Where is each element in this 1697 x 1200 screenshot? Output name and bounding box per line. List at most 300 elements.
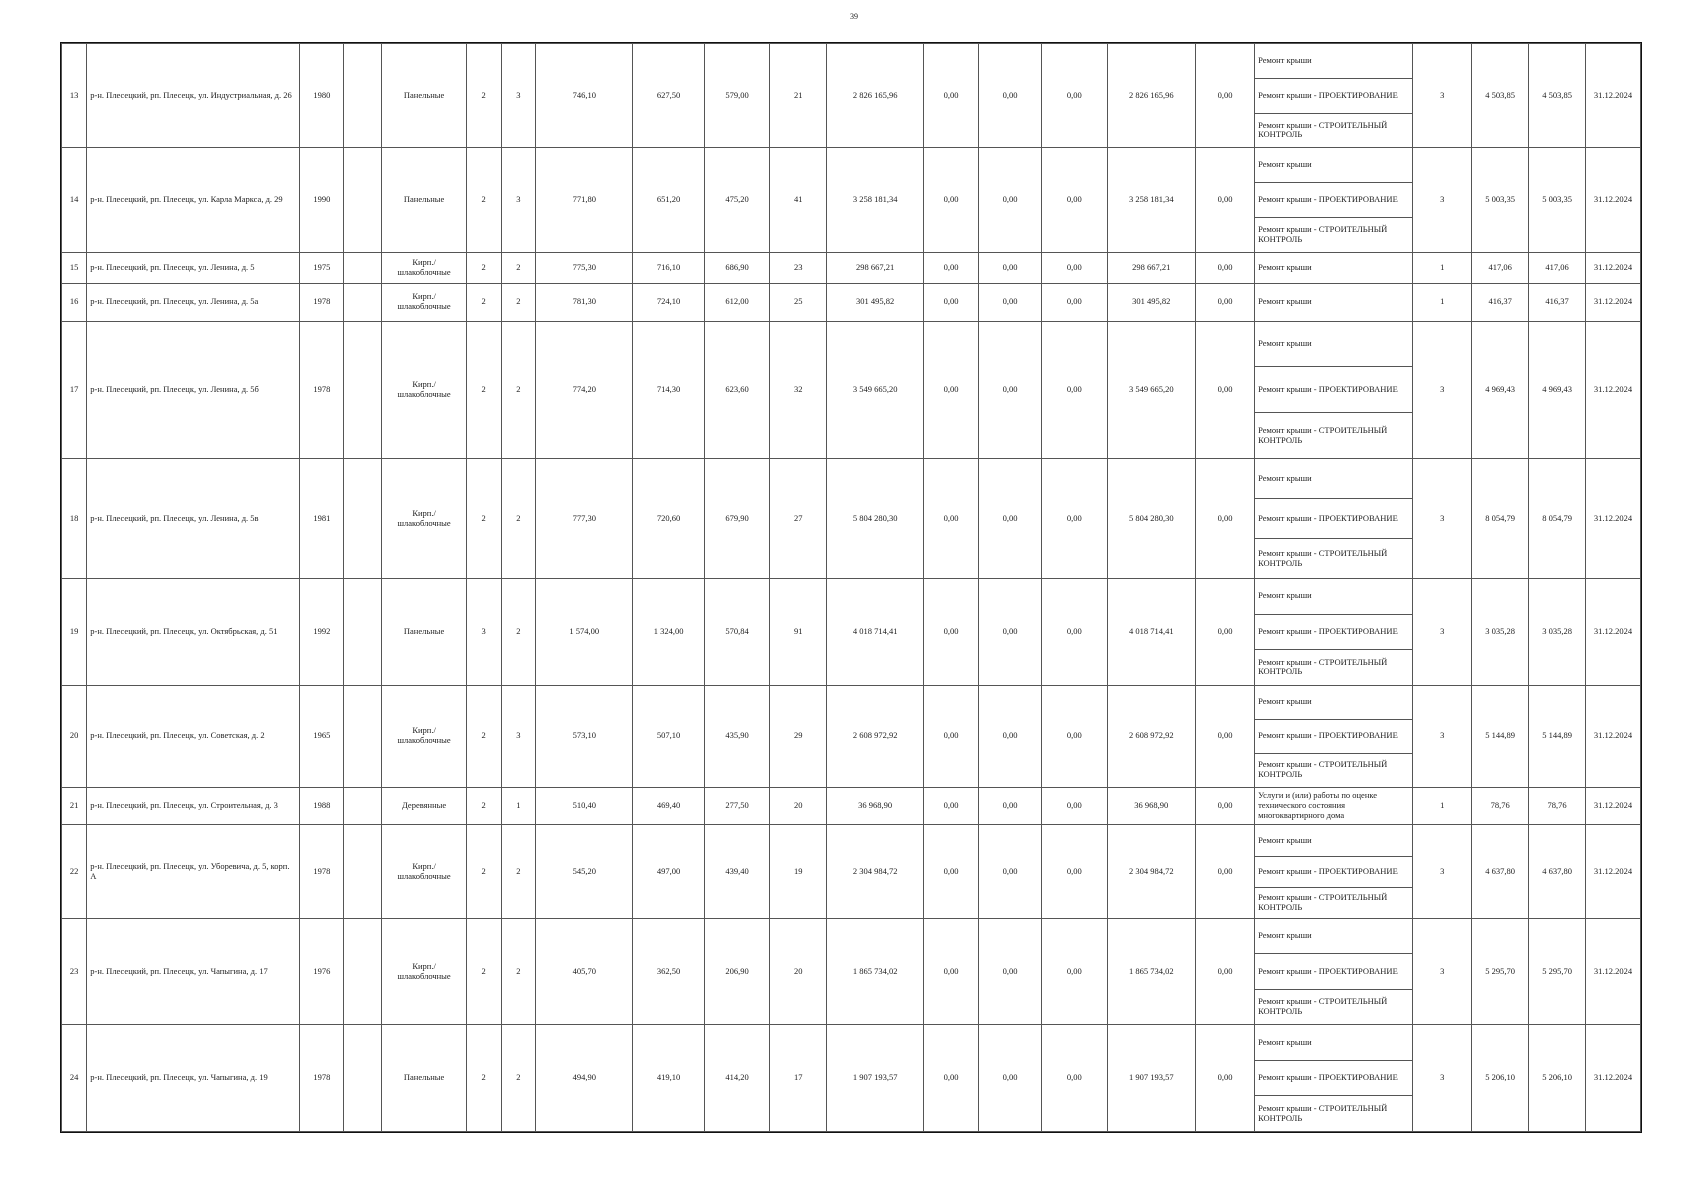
work-item: Ремонт крыши - ПРОЕКТИРОВАНИЕ	[1255, 79, 1412, 114]
total-cost-cell: 2 304 984,72	[827, 825, 924, 918]
table-row	[62, 321, 1641, 459]
premises-area-cell: 419,10	[633, 1025, 705, 1132]
wall-material-cell: Деревянные	[382, 787, 466, 825]
residential-area-cell: 623,60	[704, 321, 769, 459]
premises-area-cell: 507,10	[633, 685, 705, 787]
address-cell: р-н. Плесецкий, рп. Плесецк, ул. Ленина, д. 5	[87, 252, 300, 283]
residents-cell: 41	[770, 148, 827, 252]
floors-cell: 2	[466, 459, 501, 579]
address-cell: р-н. Плесецкий, рп. Плесецк, ул. Чапыгина, д. 19	[87, 1025, 300, 1132]
fund-cost-5-cell: 0,00	[1196, 1025, 1255, 1132]
last-repair-year-cell	[344, 825, 382, 918]
residential-area-cell: 277,50	[704, 787, 769, 825]
works-count-cell: 3	[1413, 685, 1472, 787]
total-cost-cell: 3 549 665,20	[827, 321, 924, 459]
entrances-cell: 2	[501, 1025, 536, 1132]
wall-material-cell: Кирп./ шлакоблочные	[382, 459, 466, 579]
table-row	[62, 148, 1641, 252]
last-repair-year-cell	[344, 44, 382, 148]
page-number: 39	[850, 12, 858, 21]
max-unit-cost-cell: 5 144,89	[1529, 685, 1586, 787]
floors-cell: 2	[466, 685, 501, 787]
fund-cost-4-cell: 2 826 165,96	[1107, 44, 1196, 148]
row-number: 23	[62, 918, 87, 1025]
work-item: Ремонт крыши	[1255, 686, 1412, 720]
max-unit-cost-cell: 3 035,28	[1529, 579, 1586, 686]
residential-area-cell: 414,20	[704, 1025, 769, 1132]
works-count-cell: 1	[1413, 252, 1472, 283]
row-number: 20	[62, 685, 87, 787]
fund-cost-4-cell: 2 304 984,72	[1107, 825, 1196, 918]
fund-cost-4-cell: 2 608 972,92	[1107, 685, 1196, 787]
entrances-cell: 3	[501, 44, 536, 148]
year-built-cell: 1975	[300, 252, 344, 283]
fund-cost-2-cell: 0,00	[978, 918, 1041, 1025]
deadline-cell: 31.12.2024	[1586, 825, 1641, 918]
row-number: 24	[62, 1025, 87, 1132]
work-item: Ремонт крыши	[1255, 1025, 1412, 1061]
fund-cost-1-cell: 0,00	[924, 579, 979, 686]
work-item: Ремонт крыши - ПРОЕКТИРОВАНИЕ	[1255, 367, 1412, 413]
deadline-cell: 31.12.2024	[1586, 44, 1641, 148]
total-cost-cell: 2 826 165,96	[827, 44, 924, 148]
fund-cost-3-cell: 0,00	[1042, 685, 1107, 787]
fund-cost-4-cell: 36 968,90	[1107, 787, 1196, 825]
fund-cost-3-cell: 0,00	[1042, 1025, 1107, 1132]
deadline-cell: 31.12.2024	[1586, 321, 1641, 459]
total-area-cell: 771,80	[536, 148, 633, 252]
year-built-cell: 1978	[300, 321, 344, 459]
fund-cost-2-cell: 0,00	[978, 148, 1041, 252]
premises-area-cell: 720,60	[633, 459, 705, 579]
residential-area-cell: 206,90	[704, 918, 769, 1025]
address-cell: р-н. Плесецкий, рп. Плесецк, ул. Советская, д. 2	[87, 685, 300, 787]
premises-area-cell: 627,50	[633, 44, 705, 148]
premises-area-cell: 362,50	[633, 918, 705, 1025]
residents-cell: 23	[770, 252, 827, 283]
fund-cost-4-cell: 301 495,82	[1107, 283, 1196, 321]
last-repair-year-cell	[344, 321, 382, 459]
last-repair-year-cell	[344, 283, 382, 321]
fund-cost-2-cell: 0,00	[978, 685, 1041, 787]
works-count-cell: 1	[1413, 283, 1472, 321]
fund-cost-5-cell: 0,00	[1196, 459, 1255, 579]
row-number: 16	[62, 283, 87, 321]
residents-cell: 19	[770, 825, 827, 918]
fund-cost-4-cell: 3 258 181,34	[1107, 148, 1196, 252]
works-count-cell: 3	[1413, 44, 1472, 148]
last-repair-year-cell	[344, 685, 382, 787]
unit-cost-cell: 417,06	[1472, 252, 1529, 283]
year-built-cell: 1976	[300, 918, 344, 1025]
year-built-cell: 1978	[300, 1025, 344, 1132]
residential-area-cell: 612,00	[704, 283, 769, 321]
total-cost-cell: 2 608 972,92	[827, 685, 924, 787]
fund-cost-3-cell: 0,00	[1042, 44, 1107, 148]
fund-cost-4-cell: 4 018 714,41	[1107, 579, 1196, 686]
fund-cost-4-cell: 298 667,21	[1107, 252, 1196, 283]
residential-area-cell: 475,20	[704, 148, 769, 252]
max-unit-cost-cell: 5 003,35	[1529, 148, 1586, 252]
work-item: Ремонт крыши - СТРОИТЕЛЬНЫЙ КОНТРОЛЬ	[1258, 119, 1388, 140]
residents-cell: 17	[770, 1025, 827, 1132]
last-repair-year-cell	[344, 459, 382, 579]
residential-area-cell: 686,90	[704, 252, 769, 283]
year-built-cell: 1990	[300, 148, 344, 252]
residents-cell: 91	[770, 579, 827, 686]
repair-program-table	[60, 42, 1642, 1133]
fund-cost-5-cell: 0,00	[1196, 579, 1255, 686]
fund-cost-2-cell: 0,00	[978, 459, 1041, 579]
residents-cell: 21	[770, 44, 827, 148]
fund-cost-2-cell: 0,00	[978, 579, 1041, 686]
fund-cost-2-cell: 0,00	[978, 825, 1041, 918]
work-item: Ремонт крыши	[1255, 44, 1412, 79]
works-cell	[1255, 44, 1413, 148]
residents-cell: 20	[770, 787, 827, 825]
works-count-cell: 3	[1413, 459, 1472, 579]
works-cell	[1255, 283, 1413, 321]
max-unit-cost-cell: 78,76	[1529, 787, 1586, 825]
row-number: 15	[62, 252, 87, 283]
row-number: 21	[62, 787, 87, 825]
wall-material-cell: Кирп./ шлакоблочные	[382, 918, 466, 1025]
floors-cell: 2	[466, 918, 501, 1025]
deadline-cell: 31.12.2024	[1586, 918, 1641, 1025]
entrances-cell: 2	[501, 459, 536, 579]
work-item: Услуги и (или) работы по оценке технического состояния многоквартирного дома	[1258, 790, 1378, 820]
work-item: Ремонт крыши	[1258, 296, 1312, 307]
fund-cost-3-cell: 0,00	[1042, 459, 1107, 579]
fund-cost-5-cell: 0,00	[1196, 918, 1255, 1025]
work-item: Ремонт крыши	[1255, 579, 1412, 615]
table-row	[62, 44, 1641, 148]
fund-cost-4-cell: 1 907 193,57	[1107, 1025, 1196, 1132]
fund-cost-3-cell: 0,00	[1042, 787, 1107, 825]
max-unit-cost-cell: 5 206,10	[1529, 1025, 1586, 1132]
works-count-cell: 3	[1413, 321, 1472, 459]
works-cell	[1255, 321, 1413, 459]
row-number: 17	[62, 321, 87, 459]
fund-cost-3-cell: 0,00	[1042, 579, 1107, 686]
works-count-cell: 3	[1413, 1025, 1472, 1132]
work-item: Ремонт крыши - ПРОЕКТИРОВАНИЕ	[1255, 183, 1412, 218]
residential-area-cell: 570,84	[704, 579, 769, 686]
works-count-cell: 1	[1413, 787, 1472, 825]
premises-area-cell: 497,00	[633, 825, 705, 918]
address-cell: р-н. Плесецкий, рп. Плесецк, ул. Уборевича, д. 5, корп. А	[87, 825, 300, 918]
entrances-cell: 2	[501, 252, 536, 283]
fund-cost-5-cell: 0,00	[1196, 787, 1255, 825]
total-cost-cell: 4 018 714,41	[827, 579, 924, 686]
year-built-cell: 1988	[300, 787, 344, 825]
unit-cost-cell: 416,37	[1472, 283, 1529, 321]
residents-cell: 32	[770, 321, 827, 459]
total-cost-cell: 1 907 193,57	[827, 1025, 924, 1132]
floors-cell: 2	[466, 44, 501, 148]
works-cell	[1255, 459, 1413, 579]
fund-cost-1-cell: 0,00	[924, 459, 979, 579]
table-row	[62, 283, 1641, 321]
table-row	[62, 685, 1641, 787]
fund-cost-3-cell: 0,00	[1042, 283, 1107, 321]
deadline-cell: 31.12.2024	[1586, 252, 1641, 283]
total-cost-cell: 301 495,82	[827, 283, 924, 321]
work-item: Ремонт крыши	[1255, 825, 1412, 856]
table-row	[62, 787, 1641, 825]
max-unit-cost-cell: 417,06	[1529, 252, 1586, 283]
total-cost-cell: 36 968,90	[827, 787, 924, 825]
floors-cell: 3	[466, 579, 501, 686]
residents-cell: 25	[770, 283, 827, 321]
total-area-cell: 774,20	[536, 321, 633, 459]
deadline-cell: 31.12.2024	[1586, 579, 1641, 686]
year-built-cell: 1978	[300, 283, 344, 321]
work-item: Ремонт крыши - ПРОЕКТИРОВАНИЕ	[1255, 857, 1412, 888]
max-unit-cost-cell: 4 503,85	[1529, 44, 1586, 148]
total-area-cell: 510,40	[536, 787, 633, 825]
works-cell	[1255, 579, 1413, 686]
fund-cost-5-cell: 0,00	[1196, 148, 1255, 252]
wall-material-cell: Кирп./ шлакоблочные	[382, 685, 466, 787]
fund-cost-1-cell: 0,00	[924, 44, 979, 148]
premises-area-cell: 1 324,00	[633, 579, 705, 686]
address-cell: р-н. Плесецкий, рп. Плесецк, ул. Ленина, д. 5а	[87, 283, 300, 321]
work-item: Ремонт крыши - СТРОИТЕЛЬНЫЙ КОНТРОЛЬ	[1258, 656, 1388, 677]
work-item: Ремонт крыши - СТРОИТЕЛЬНЫЙ КОНТРОЛЬ	[1258, 424, 1388, 445]
work-item: Ремонт крыши - ПРОЕКТИРОВАНИЕ	[1255, 499, 1412, 539]
wall-material-cell: Кирп./ шлакоблочные	[382, 252, 466, 283]
works-count-cell: 3	[1413, 825, 1472, 918]
row-number: 19	[62, 579, 87, 686]
table-row	[62, 252, 1641, 283]
max-unit-cost-cell: 4 637,80	[1529, 825, 1586, 918]
deadline-cell: 31.12.2024	[1586, 283, 1641, 321]
deadline-cell: 31.12.2024	[1586, 685, 1641, 787]
work-item: Ремонт крыши - ПРОЕКТИРОВАНИЕ	[1255, 954, 1412, 990]
works-cell	[1255, 825, 1413, 918]
premises-area-cell: 714,30	[633, 321, 705, 459]
wall-material-cell: Панельные	[382, 579, 466, 686]
fund-cost-5-cell: 0,00	[1196, 321, 1255, 459]
deadline-cell: 31.12.2024	[1586, 459, 1641, 579]
floors-cell: 2	[466, 148, 501, 252]
entrances-cell: 2	[501, 579, 536, 686]
fund-cost-5-cell: 0,00	[1196, 44, 1255, 148]
fund-cost-1-cell: 0,00	[924, 685, 979, 787]
max-unit-cost-cell: 5 295,70	[1529, 918, 1586, 1025]
residents-cell: 20	[770, 918, 827, 1025]
residential-area-cell: 435,90	[704, 685, 769, 787]
fund-cost-2-cell: 0,00	[978, 1025, 1041, 1132]
table-row	[62, 918, 1641, 1025]
wall-material-cell: Кирп./ шлакоблочные	[382, 825, 466, 918]
entrances-cell: 2	[501, 321, 536, 459]
total-cost-cell: 3 258 181,34	[827, 148, 924, 252]
fund-cost-2-cell: 0,00	[978, 787, 1041, 825]
unit-cost-cell: 5 295,70	[1472, 918, 1529, 1025]
work-item: Ремонт крыши	[1255, 322, 1412, 368]
total-area-cell: 573,10	[536, 685, 633, 787]
fund-cost-4-cell: 1 865 734,02	[1107, 918, 1196, 1025]
max-unit-cost-cell: 416,37	[1529, 283, 1586, 321]
premises-area-cell: 716,10	[633, 252, 705, 283]
total-area-cell: 777,30	[536, 459, 633, 579]
year-built-cell: 1980	[300, 44, 344, 148]
work-item: Ремонт крыши - ПРОЕКТИРОВАНИЕ	[1255, 1061, 1412, 1097]
total-area-cell: 781,30	[536, 283, 633, 321]
unit-cost-cell: 8 054,79	[1472, 459, 1529, 579]
year-built-cell: 1965	[300, 685, 344, 787]
floors-cell: 2	[466, 321, 501, 459]
fund-cost-1-cell: 0,00	[924, 321, 979, 459]
works-cell	[1255, 148, 1413, 252]
fund-cost-2-cell: 0,00	[978, 283, 1041, 321]
entrances-cell: 2	[501, 918, 536, 1025]
unit-cost-cell: 3 035,28	[1472, 579, 1529, 686]
last-repair-year-cell	[344, 579, 382, 686]
unit-cost-cell: 4 637,80	[1472, 825, 1529, 918]
fund-cost-1-cell: 0,00	[924, 918, 979, 1025]
unit-cost-cell: 4 503,85	[1472, 44, 1529, 148]
works-count-cell: 3	[1413, 918, 1472, 1025]
fund-cost-4-cell: 5 804 280,30	[1107, 459, 1196, 579]
row-number: 22	[62, 825, 87, 918]
data-table	[61, 43, 1641, 1132]
wall-material-cell: Кирп./ шлакоблочные	[382, 321, 466, 459]
total-area-cell: 405,70	[536, 918, 633, 1025]
year-built-cell: 1978	[300, 825, 344, 918]
deadline-cell: 31.12.2024	[1586, 787, 1641, 825]
residential-area-cell: 679,90	[704, 459, 769, 579]
residential-area-cell: 579,00	[704, 44, 769, 148]
premises-area-cell: 469,40	[633, 787, 705, 825]
floors-cell: 2	[466, 1025, 501, 1132]
works-cell	[1255, 252, 1413, 283]
works-cell	[1255, 1025, 1413, 1132]
fund-cost-5-cell: 0,00	[1196, 283, 1255, 321]
fund-cost-3-cell: 0,00	[1042, 252, 1107, 283]
entrances-cell: 3	[501, 685, 536, 787]
total-area-cell: 1 574,00	[536, 579, 633, 686]
deadline-cell: 31.12.2024	[1586, 148, 1641, 252]
fund-cost-3-cell: 0,00	[1042, 918, 1107, 1025]
fund-cost-5-cell: 0,00	[1196, 825, 1255, 918]
total-area-cell: 494,90	[536, 1025, 633, 1132]
table-row	[62, 459, 1641, 579]
last-repair-year-cell	[344, 787, 382, 825]
work-item: Ремонт крыши - СТРОИТЕЛЬНЫЙ КОНТРОЛЬ	[1258, 759, 1388, 780]
unit-cost-cell: 5 144,89	[1472, 685, 1529, 787]
fund-cost-1-cell: 0,00	[924, 252, 979, 283]
premises-area-cell: 724,10	[633, 283, 705, 321]
work-item: Ремонт крыши - ПРОЕКТИРОВАНИЕ	[1255, 720, 1412, 754]
total-area-cell: 746,10	[536, 44, 633, 148]
unit-cost-cell: 5 003,35	[1472, 148, 1529, 252]
last-repair-year-cell	[344, 148, 382, 252]
address-cell: р-н. Плесецкий, рп. Плесецк, ул. Карла Маркса, д. 29	[87, 148, 300, 252]
address-cell: р-н. Плесецкий, рп. Плесецк, ул. Октябрьская, д. 51	[87, 579, 300, 686]
total-area-cell: 775,30	[536, 252, 633, 283]
total-cost-cell: 5 804 280,30	[827, 459, 924, 579]
works-cell	[1255, 685, 1413, 787]
max-unit-cost-cell: 4 969,43	[1529, 321, 1586, 459]
entrances-cell: 3	[501, 148, 536, 252]
floors-cell: 2	[466, 252, 501, 283]
works-count-cell: 3	[1413, 148, 1472, 252]
fund-cost-4-cell: 3 549 665,20	[1107, 321, 1196, 459]
fund-cost-5-cell: 0,00	[1196, 685, 1255, 787]
fund-cost-5-cell: 0,00	[1196, 252, 1255, 283]
fund-cost-2-cell: 0,00	[978, 44, 1041, 148]
fund-cost-1-cell: 0,00	[924, 787, 979, 825]
wall-material-cell: Панельные	[382, 44, 466, 148]
wall-material-cell: Кирп./ шлакоблочные	[382, 283, 466, 321]
works-cell	[1255, 787, 1413, 825]
fund-cost-2-cell: 0,00	[978, 252, 1041, 283]
unit-cost-cell: 5 206,10	[1472, 1025, 1529, 1132]
work-item: Ремонт крыши - СТРОИТЕЛЬНЫЙ КОНТРОЛЬ	[1258, 547, 1388, 568]
fund-cost-1-cell: 0,00	[924, 825, 979, 918]
row-number: 18	[62, 459, 87, 579]
floors-cell: 2	[466, 283, 501, 321]
table-row	[62, 579, 1641, 686]
premises-area-cell: 651,20	[633, 148, 705, 252]
works-cell	[1255, 918, 1413, 1025]
address-cell: р-н. Плесецкий, рп. Плесецк, ул. Ленина, д. 5б	[87, 321, 300, 459]
last-repair-year-cell	[344, 252, 382, 283]
address-cell: р-н. Плесецкий, рп. Плесецк, ул. Ленина, д. 5в	[87, 459, 300, 579]
fund-cost-1-cell: 0,00	[924, 283, 979, 321]
max-unit-cost-cell: 8 054,79	[1529, 459, 1586, 579]
work-item: Ремонт крыши	[1258, 261, 1312, 272]
work-item: Ремонт крыши - СТРОИТЕЛЬНЫЙ КОНТРОЛЬ	[1258, 891, 1388, 912]
wall-material-cell: Панельные	[382, 1025, 466, 1132]
work-item: Ремонт крыши	[1255, 148, 1412, 183]
last-repair-year-cell	[344, 1025, 382, 1132]
entrances-cell: 2	[501, 283, 536, 321]
total-area-cell: 545,20	[536, 825, 633, 918]
floors-cell: 2	[466, 787, 501, 825]
work-item: Ремонт крыши - ПРОЕКТИРОВАНИЕ	[1255, 615, 1412, 651]
fund-cost-3-cell: 0,00	[1042, 825, 1107, 918]
work-item: Ремонт крыши	[1255, 459, 1412, 499]
address-cell: р-н. Плесецкий, рп. Плесецк, ул. Строительная, д. 3	[87, 787, 300, 825]
work-item: Ремонт крыши - СТРОИТЕЛЬНЫЙ КОНТРОЛЬ	[1258, 1102, 1388, 1123]
fund-cost-1-cell: 0,00	[924, 1025, 979, 1132]
year-built-cell: 1992	[300, 579, 344, 686]
entrances-cell: 2	[501, 825, 536, 918]
fund-cost-3-cell: 0,00	[1042, 148, 1107, 252]
total-cost-cell: 1 865 734,02	[827, 918, 924, 1025]
fund-cost-2-cell: 0,00	[978, 321, 1041, 459]
table-row	[62, 825, 1641, 918]
work-item: Ремонт крыши - СТРОИТЕЛЬНЫЙ КОНТРОЛЬ	[1258, 996, 1388, 1017]
work-item: Ремонт крыши - СТРОИТЕЛЬНЫЙ КОНТРОЛЬ	[1258, 224, 1388, 244]
last-repair-year-cell	[344, 918, 382, 1025]
works-count-cell: 3	[1413, 579, 1472, 686]
row-number: 14	[62, 148, 87, 252]
unit-cost-cell: 78,76	[1472, 787, 1529, 825]
row-number: 13	[62, 44, 87, 148]
fund-cost-1-cell: 0,00	[924, 148, 979, 252]
fund-cost-3-cell: 0,00	[1042, 321, 1107, 459]
residential-area-cell: 439,40	[704, 825, 769, 918]
table-row	[62, 1025, 1641, 1132]
address-cell: р-н. Плесецкий, рп. Плесецк, ул. Индустриальная, д. 26	[87, 44, 300, 148]
year-built-cell: 1981	[300, 459, 344, 579]
entrances-cell: 1	[501, 787, 536, 825]
